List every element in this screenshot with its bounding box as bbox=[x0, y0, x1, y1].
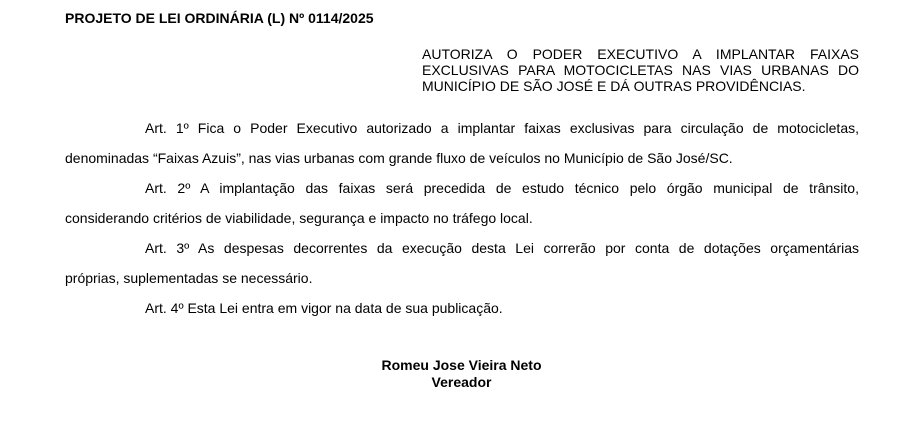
signature-role: Vereador bbox=[431, 374, 492, 390]
article-1 bbox=[65, 113, 859, 173]
signature-name: Romeu Jose Vieira Neto bbox=[381, 357, 542, 373]
article-3-line-1: Art. 3º As despesas decorrentes da execução desta Lei correrão por conta de dotações orçamentárias bbox=[145, 240, 859, 256]
ementa-line: MUNICÍPIO DE SÃO JOSÉ E DÁ OUTRAS PROVIDÊNCIAS. bbox=[422, 78, 806, 94]
article-4 bbox=[65, 293, 859, 323]
article-2 bbox=[65, 173, 859, 233]
signature-block bbox=[0, 357, 919, 391]
article-1-line-1: Art. 1º Fica o Poder Executivo autorizado a implantar faixas exclusivas para circulação de motocicletas, bbox=[145, 120, 859, 136]
document-title: PROJETO DE LEI ORDINÁRIA (L) Nº 0114/2025 bbox=[65, 10, 374, 26]
ementa-line: EXCLUSIVAS PARA MOTOCICLETAS NAS VIAS URBANAS DO bbox=[422, 62, 859, 78]
article-3-line-2: próprias, suplementadas se necessário. bbox=[65, 270, 313, 286]
article-3 bbox=[65, 233, 859, 293]
ementa-line: AUTORIZA O PODER EXECUTIVO A IMPLANTAR FAIXAS bbox=[422, 46, 859, 62]
article-1-line-2: denominadas “Faixas Azuis”, nas vias urbanas com grande fluxo de veículos no Município de São José/SC. bbox=[65, 150, 733, 166]
article-2-line-1: Art. 2º A implantação das faixas será precedida de estudo técnico pelo órgão municipal de trânsito, bbox=[145, 180, 859, 196]
ementa-block bbox=[422, 46, 859, 94]
article-2-line-2: considerando critérios de viabilidade, segurança e impacto no tráfego local. bbox=[65, 210, 533, 226]
article-4-line-1: Art. 4º Esta Lei entra em vigor na data de sua publicação. bbox=[145, 300, 503, 316]
